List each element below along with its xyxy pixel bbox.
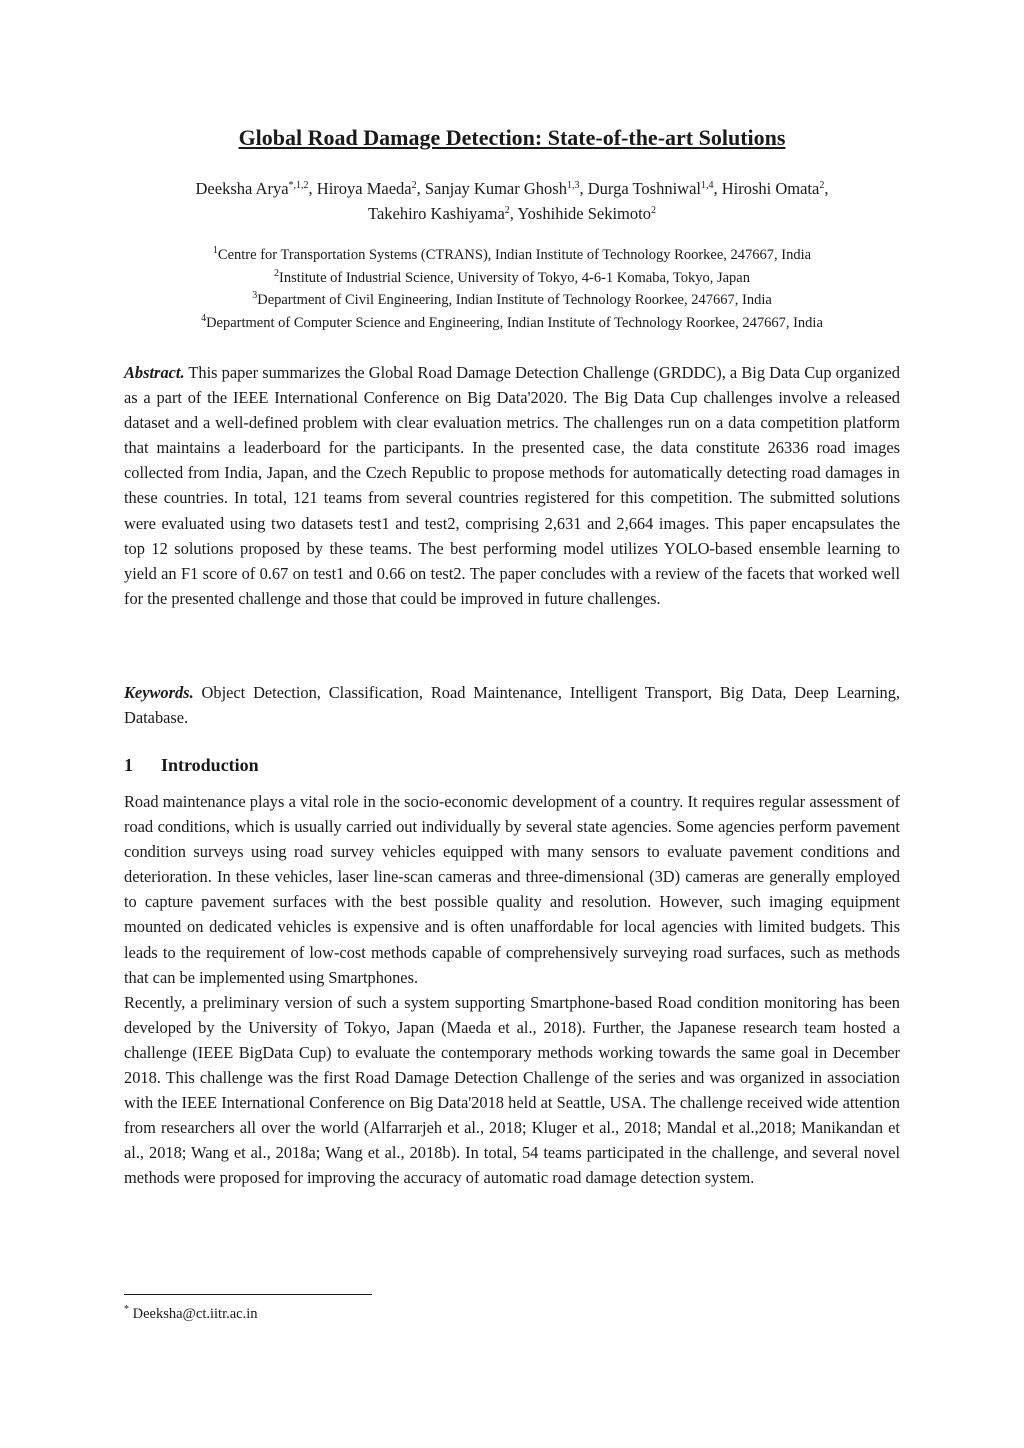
section-number: 1 bbox=[124, 755, 133, 775]
author-name: Hiroshi Omata bbox=[721, 179, 820, 198]
affiliation bbox=[0, 312, 1024, 335]
author-superscript: 2 bbox=[650, 205, 656, 216]
footnote bbox=[124, 1304, 258, 1324]
affiliation-text: Centre for Transportation Systems (CTRANS), Indian Institute of Technology Roorkee, 247667, India bbox=[217, 247, 812, 263]
author-name: Deeksha Arya bbox=[195, 179, 289, 198]
footnote-mark: * bbox=[124, 1304, 129, 1315]
author-line-1: Deeksha Arya$^{*,1,2}$, Hiroya Maeda$^2$, Sanjay Kumar Ghosh$^{1,3}$, Durga Toshniwal$^{1,4}$, Hiroshi Omata$^2$, bbox=[195, 179, 829, 198]
author-superscript: 1,4 bbox=[700, 180, 714, 191]
abstract bbox=[124, 360, 900, 611]
author-superscript: 1,3 bbox=[566, 180, 580, 191]
section-heading bbox=[124, 753, 259, 777]
author-line-2: Takehiro Kashiyama$^2$, Yoshihide Sekimoto$^2$ bbox=[368, 204, 656, 223]
affiliation-text: Department of Computer Science and Engineering, Indian Institute of Technology Roorkee, 247667, India bbox=[206, 314, 823, 331]
affiliation-list bbox=[0, 244, 1024, 334]
paper-title: Global Road Damage Detection: State-of-the-art Solutions bbox=[238, 125, 786, 150]
author-name: Yoshihide Sekimoto bbox=[517, 204, 651, 223]
author-name: Sanjay Kumar Ghosh bbox=[424, 179, 567, 198]
author-superscript: 2 bbox=[504, 205, 510, 216]
author-superscript: *,1,2 bbox=[288, 180, 309, 191]
paragraph: Road maintenance plays a vital role in the socio-economic development of a country. It requires regular assessment of road conditions, which is usually carried out individually by several state agencies. Some agencies perform pavement condition surveys using road survey vehicles equipped with many sensors to evaluate pavement conditions and deterioration. In these vehicles, laser line-scan cameras and three-dimensional (3D) cameras are generally employed to capture pavement surfaces with the best possible quality and resolution. However, such imaging equipment mounted on dedicated vehicles is expensive and is often unaffordable for local agencies with limited budgets. This leads to the requirement of low-cost methods capable of comprehensively surveying road surfaces, such as methods that can be implemented using Smartphones. bbox=[124, 792, 900, 987]
keywords bbox=[124, 680, 900, 730]
affiliation-superscript: 3 bbox=[252, 290, 258, 301]
keywords-label: Keywords. bbox=[124, 683, 194, 702]
introduction-body bbox=[124, 789, 900, 1191]
affiliation-superscript: 4 bbox=[201, 312, 207, 324]
abstract-text: This paper summarizes the Global Road Damage Detection Challenge (GRDDC), a Big Data Cup organized as a part of the IEEE International Conference on Big Data'2020. The Big Data Cup challenges involve a released dataset and a well-defined problem with clear evaluation metrics. The challenges run on a data competition platform that maintains a leaderboard for the participants. In the presented case, the data constitute 26336 road images collected from India, Japan, and the Czech Republic to propose methods for automatically detecting road damages in these countries. In total, 121 teams from several countries registered for this competition. The submitted solutions were evaluated using two datasets test1 and test2, comprising 2,631 and 2,664 images. This paper encapsulates the top 12 solutions proposed by these teams. The best performing model utilizes YOLO-based ensemble learning to yield an F1 score of 0.67 on test1 and 0.66 on test2. The paper concludes with a review of the facets that worked well for the presented challenge and those that could be improved in future challenges. bbox=[124, 363, 900, 608]
author-name: Durga Toshniwal bbox=[587, 179, 701, 198]
footnote-divider bbox=[124, 1294, 372, 1295]
affiliation bbox=[0, 244, 1024, 267]
abstract-label: Abstract. bbox=[124, 363, 185, 382]
keywords-text: Object Detection, Classification, Road Maintenance, Intelligent Transport, Big Data, Deep Learning, Database. bbox=[124, 683, 900, 728]
author-superscript: 2 bbox=[411, 180, 417, 191]
affiliation-superscript: 2 bbox=[273, 267, 279, 279]
section-title: Introduction bbox=[161, 755, 259, 775]
author-name: Hiroya Maeda bbox=[316, 179, 412, 198]
affiliation-superscript: 1 bbox=[212, 245, 218, 256]
affiliation-text: Department of Civil Engineering, Indian Institute of Technology Roorkee, 247667, India bbox=[257, 292, 772, 308]
author-list bbox=[0, 176, 1024, 226]
affiliation bbox=[0, 289, 1024, 312]
author-name: Takehiro Kashiyama bbox=[368, 204, 505, 223]
affiliation-text: Institute of Industrial Science, University of Tokyo, 4-6-1 Komaba, Tokyo, Japan bbox=[278, 269, 750, 286]
footnote-email-link[interactable]: Deeksha@ct.iitr.ac.in bbox=[132, 1306, 258, 1322]
author-superscript: 2 bbox=[819, 180, 825, 191]
paragraph: Recently, a preliminary version of such a system supporting Smartphone-based Road condition monitoring has been developed by the University of Tokyo, Japan (Maeda et al., 2018). Further, the Japanese research team hosted a challenge (IEEE BigData Cup) to evaluate the contemporary methods working towards the same goal in December 2018. This challenge was the first Road Damage Detection Challenge of the series and was organized in association with the IEEE International Conference on Big Data'2018 held at Seattle, USA. The challenge received wide attention from researchers all over the world (Alfarrarjeh et al., 2018; Kluger et al., 2018; Mandal et al.,2018; Manikandan et al., 2018; Wang et al., 2018a; Wang et al., 2018b). In total, 54 teams participated in the challenge, and several novel methods were proposed for improving the accuracy of automatic road damage detection system. bbox=[124, 992, 900, 1188]
affiliation bbox=[0, 267, 1024, 290]
